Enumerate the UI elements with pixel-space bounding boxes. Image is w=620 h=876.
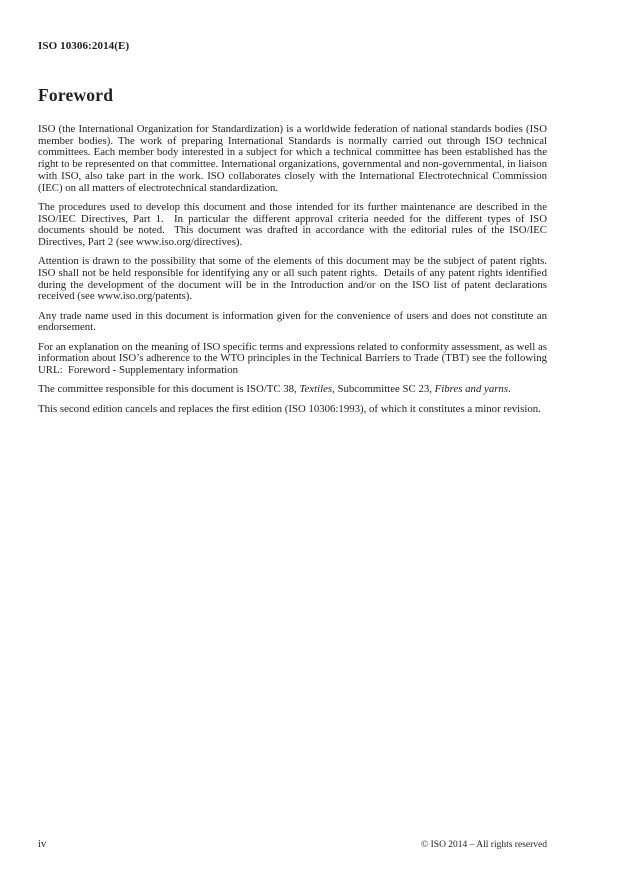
paragraph xyxy=(38,200,550,249)
body-text: ISO (the International Organization for Standardization) is a worldwide federation of national standards bodies (ISO member bodies). The work of preparing International Standards is normally carried out through ISO technical committees. Each member body interested in a subject for which a technical committee has been established has the right to be represented on that committee. International organizations, governmental and non-governmental, in liaison with ISO, also take part in the work. ISO collaborates closely with the International Electrotechnical Commission (IEC) on all matters of electrotechnical standardization. xyxy=(38,123,550,194)
paragraph xyxy=(38,340,550,377)
body-text: Any trade name used in this document is information given for the convenience of users and does not constitute an endorsement. xyxy=(38,309,550,334)
foreword-paragraphs xyxy=(38,123,550,415)
body-text: This second edition cancels and replaces the first edition (ISO 10306:1993), of which it constitutes a minor revision. xyxy=(38,402,541,415)
body-text: The procedures used to develop this document and those intended for its further maintenance are described in the ISO/IEC Directives, Part 1. In particular the different approval criteria needed for the different types of ISO documents should be noted. This document was drafted in accordance with the editorial rules of the ISO/IEC Directives, Part 2 (see www.iso.org/directives). xyxy=(38,200,550,248)
document-reference: ISO 10306:2014(E) xyxy=(38,40,130,52)
paragraph xyxy=(38,384,547,396)
body-text: The committee responsible for this document is ISO/TC 38, xyxy=(38,383,300,396)
paragraph xyxy=(38,255,550,303)
page-number: iv xyxy=(38,839,47,850)
body-text: . xyxy=(508,383,511,396)
body-text: , Subcommittee SC 23, xyxy=(332,383,435,396)
paragraph xyxy=(38,123,550,194)
page-header xyxy=(38,40,547,52)
page-footer xyxy=(38,839,547,850)
section-title: Foreword xyxy=(38,85,114,105)
paragraph xyxy=(38,404,547,416)
italic-text: Fibres and yarns xyxy=(434,383,509,396)
body-text: Attention is drawn to the possibility that some of the elements of this document may be the subject of patent rights. ISO shall not be held responsible for identifying any or all such patent rights. Details of any patent rights identified during the development of the document will be in the Introduction and/or on the ISO list of patent declarations received (see www.iso.org/patents). xyxy=(38,255,550,303)
paragraph xyxy=(38,309,550,334)
italic-text: Textiles xyxy=(299,383,333,396)
copyright-notice: © ISO 2014 – All rights reserved xyxy=(421,840,547,850)
body-text: For an explanation on the meaning of ISO specific terms and expressions related to conformity assessment, as well as information about ISO’s adherence to the WTO principles in the Technical Barriers to Trade (TBT) see the following URL: Foreword - Supplementary information xyxy=(38,340,550,377)
